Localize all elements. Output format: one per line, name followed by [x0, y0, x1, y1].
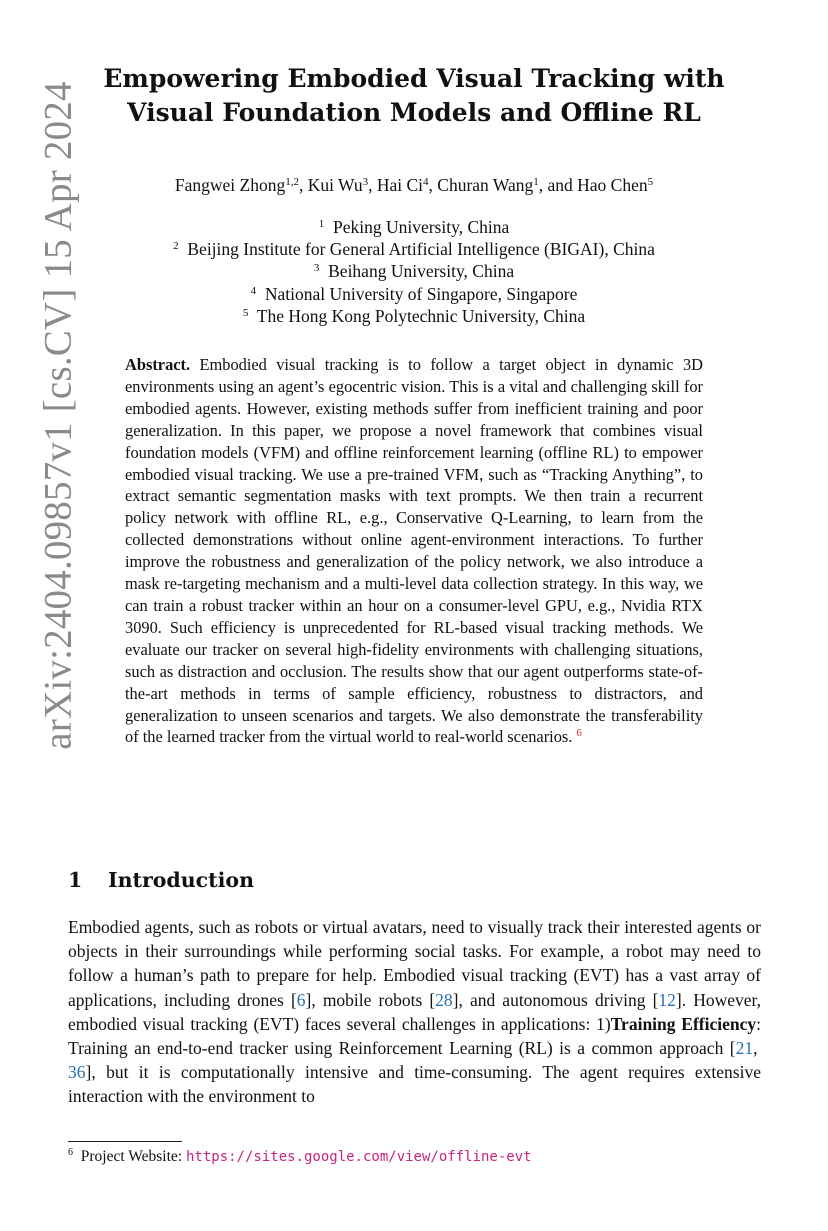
affiliation — [80, 305, 748, 327]
paper-title — [80, 62, 748, 130]
author-name: Hao Chen — [577, 175, 648, 195]
abstract-text: Embodied visual tracking is to follow a target object in dynamic 3D environments using an agent’s egocentric vision. This is a vital and challenging skill for embodied agents. However, existing methods suffer from inefficient training and poor generalization. In this paper, we propose a novel framework that combines visual foundation models (VFM) and offline reinforcement learning (offline RL) to empower embodied visual tracking. We use a pre-trained VFM, such as “Tracking Anything”, to extract semantic segmentation masks with text prompts. We then train a recurrent policy network with offline RL, e.g., Conservative Q-Learning, to learn from the collected demonstrations without online agent-environment interactions. To further improve the robustness and generalization of the policy network, we also introduce a mask re-targeting mechanism and a multi-level data collection strategy. In this way, we can train a robust tracker within an hour on a consumer-level GPU, e.g., Nvidia RTX 3090. Such efficiency is unprecedented for RL-based visual tracking methods. We evaluate our tracker on several high-fidelity environments with challenging situations, such as distraction and occlusion. The results show that our agent outperforms state-of-the-art methods in terms of sample efficiency, robustness to distractors, and generalization to unseen scenarios and targets. We also demonstrate the transferability of the learned tracker from the virtual world to real-world scenarios. — [125, 355, 703, 747]
project-website-link[interactable]: https://sites.google.com/view/offline-evt — [185, 1149, 532, 1165]
abstract-label: Abstract. — [125, 355, 191, 374]
affiliation-text: The Hong Kong Polytechnic University, China — [256, 305, 586, 326]
author-separator: , — [368, 175, 377, 195]
affiliation-text: Beijing Institute for General Artificial Intelligence (BIGAI), China — [187, 239, 655, 260]
intro-text: : Training an end-to-end tracker using Reinforcement Learning (RL) is a common approach — [68, 1013, 761, 1059]
intro-text: Embodied agents, such as robots or virtual avatars, need to visually track their interested agents or objects in their surroundings while performing social tasks. For example, a robot may need to follow a human’s path to prepare for help. Embodied visual tracking (EVT) has a vast array of applications, including drones — [68, 917, 761, 1010]
affiliation — [80, 216, 748, 238]
section-number: 1 — [68, 868, 83, 892]
section-title: Introduction — [108, 868, 254, 892]
author-separator: , and — [538, 175, 578, 195]
author-affil-mark: 1 — [533, 176, 539, 188]
affiliation — [80, 238, 748, 260]
affiliation-text: National University of Singapore, Singapore — [264, 283, 578, 304]
author-affil-mark: 4 — [423, 176, 429, 188]
affiliation-number: 1 — [318, 218, 325, 230]
footnote — [68, 1147, 761, 1167]
affiliation — [80, 283, 748, 305]
author-affil-mark: 1,2 — [285, 176, 299, 188]
intro-text: , and autonomous driving — [458, 989, 653, 1010]
affiliation-number: 4 — [250, 284, 257, 297]
affiliation-text: Peking University, China — [332, 217, 510, 237]
footnote-mark: 6 — [68, 1147, 73, 1158]
footnote-label: Project Website: — [80, 1148, 186, 1165]
title-line-2: Visual Foundation Models and Offline RL — [127, 98, 701, 127]
affiliation-number: 5 — [242, 306, 249, 319]
arxiv-identifier: arXiv:2404.09857v1 [cs.CV] 15 Apr 2024 — [36, 80, 80, 750]
citation-link[interactable]: 6 — [296, 989, 306, 1010]
author-separator: , — [428, 175, 438, 195]
bold-term: Training Efficiency — [610, 1013, 757, 1034]
affiliation-text: Beihang University, China — [328, 261, 515, 282]
affiliation-number: 3 — [313, 262, 320, 275]
author-affil-mark: 3 — [362, 176, 369, 188]
footnote-divider — [68, 1141, 182, 1142]
citation-link[interactable]: 12 — [658, 989, 676, 1010]
citation-link[interactable]: 28 — [435, 989, 453, 1010]
introduction-paragraph: Embodied agents, such as robots or virtual avatars, need to visually track their interested agents or objects in their surroundings while performing social tasks. For example, a robot may need to follow a human’s path to prepare for help. Embodied visual tracking (EVT) has a vast array of applications, including drones [6], mobile robots [28], and autonomous driving [12]. However, embodied visual tracking (EVT) faces several challenges in applications: 1)Training Efficiency: Training an end-to-end tracker using Reinforcement Learning (RL) is a common approach [21, 36], but it is computationally intensive and time-consuming. The agent requires extensive interaction with the environment to — [68, 917, 762, 1107]
intro-text: , but it is computationally intensive and time-consuming. The agent requires extensive interaction with the environment to — [68, 1062, 761, 1107]
author-list — [80, 173, 748, 197]
citation-link[interactable]: 21 — [735, 1038, 754, 1059]
title-line-1: Empowering Embodied Visual Tracking with — [103, 64, 725, 93]
affiliation-number: 2 — [173, 240, 179, 253]
section-heading — [68, 868, 748, 892]
footnote-reference[interactable]: 6 — [576, 728, 582, 740]
author-name: Fangwei Zhong — [174, 175, 286, 195]
affiliation — [80, 260, 748, 282]
intro-text: , mobile robots — [311, 989, 430, 1010]
author-separator: , — [298, 175, 308, 195]
author-name: Hai Ci — [376, 175, 424, 195]
author-name: Churan Wang — [437, 175, 534, 195]
affiliation-list — [80, 216, 748, 327]
author-affil-mark: 5 — [647, 176, 654, 188]
author-name: Kui Wu — [307, 175, 363, 195]
abstract — [125, 354, 703, 748]
citation-link[interactable]: 36 — [68, 1062, 86, 1083]
arxiv-sidebar-stamp — [28, 60, 88, 770]
intro-text: . However, embodied visual tracking (EVT) faces several challenges in applications: 1) — [68, 989, 762, 1034]
